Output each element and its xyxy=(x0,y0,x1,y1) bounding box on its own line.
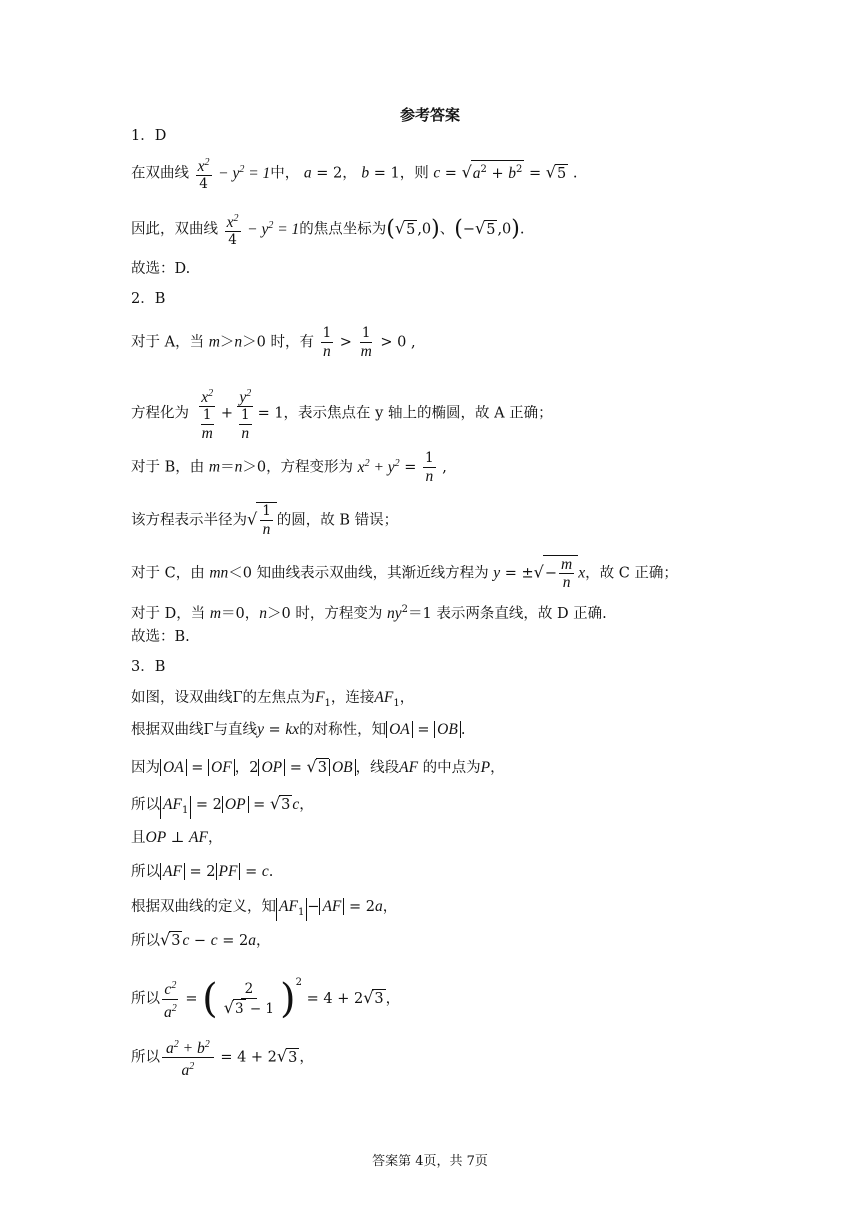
q2-line-4: 该方程表示半径为√ $\frac{1}{n}$ 的圆，故 B 错误； xyxy=(131,503,399,538)
q2-answer: 2．B xyxy=(131,291,166,307)
q2-line-6: 对于 D，当 m＝0，n＞0 时，方程变为 $ny^2=1$ 表示两条直线，故 D 正确. xyxy=(131,604,607,622)
q2-line-2: 方程化为 $\frac{x^2}{\frac{1}{m}}$ + $\frac{y^2}{\frac{1}{n}}$ = 1，表示焦点在 y 轴上的椭圆，故 A 正确； xyxy=(131,385,553,442)
q3-answer: 3．B xyxy=(131,659,166,675)
q2-line-5: 对于 C，由 mn＜0 知曲线表示双曲线，其渐近线方程为 y = ±√− $\frac{m}{n}$ x，故 C 正确； xyxy=(131,556,678,591)
q1-line-3: 故选：D. xyxy=(131,261,191,277)
q3-line-6: 所以 AF = 2 PF = c. xyxy=(131,863,274,880)
q2-line-7: 故选：B. xyxy=(131,629,190,645)
q1-line-1: 在双曲线 $\frac{x^2}{4}$ − $y^2 = 1$中， a = 2， b = 1，则 $c = √a^2 + b^2 = √5$ . xyxy=(131,154,577,193)
q3-line-3: 因为 OA = OF ，2 OP = √3 OB ，线段AF 的中点为P， xyxy=(131,757,505,776)
q2-line-1: 对于 A，当 m＞n＞0 时，有 $\frac{1}{n}$ > $\frac{1}{m}$ > 0 , xyxy=(131,325,416,360)
q3-line-2: 根据双曲线Γ与直线y = kx的对称性，知 OA = OB . xyxy=(131,721,466,738)
q3-line-1: 如图，设双曲线Γ的左焦点为$F_1$，连接$AF_1$， xyxy=(131,689,415,709)
q1-line-2: 因此，双曲线 $\frac{x^2}{4}$ − $y^2 = 1$的焦点坐标为(√5 ,0)、(−√5 ,0). xyxy=(131,210,525,249)
q3-line-9: 所以 $\frac{c^2}{a^2}$ = ( $\frac{2}{√3 - 1}$ )$^2$ = 4 + 2√3 ， xyxy=(131,976,401,1022)
page-title: 参考答案 xyxy=(399,106,460,124)
q3-line-7: 根据双曲线的定义，知 $AF_1$ − AF = 2a， xyxy=(131,897,397,921)
page-footer: 答案第 4页，共 7页 xyxy=(372,1154,488,1169)
q3-line-5: 且OP ⊥ AF， xyxy=(131,829,223,846)
q1-answer: 1．D xyxy=(131,128,167,144)
q3-line-4: 所以 $AF_1 = 2$ OP = √3 c， xyxy=(131,794,314,819)
q2-line-3: 对于 B，由 m＝n＞0，方程变形为 $x^2 + y^2$ = $\frac{1}{n}$ , xyxy=(131,450,447,485)
q3-line-8: 所以√3 c − c = 2a， xyxy=(131,930,271,949)
q3-line-10: 所以 $\frac{a^2 + b^2}{a^2}$ = 4 + 2√3 ， xyxy=(131,1036,314,1079)
